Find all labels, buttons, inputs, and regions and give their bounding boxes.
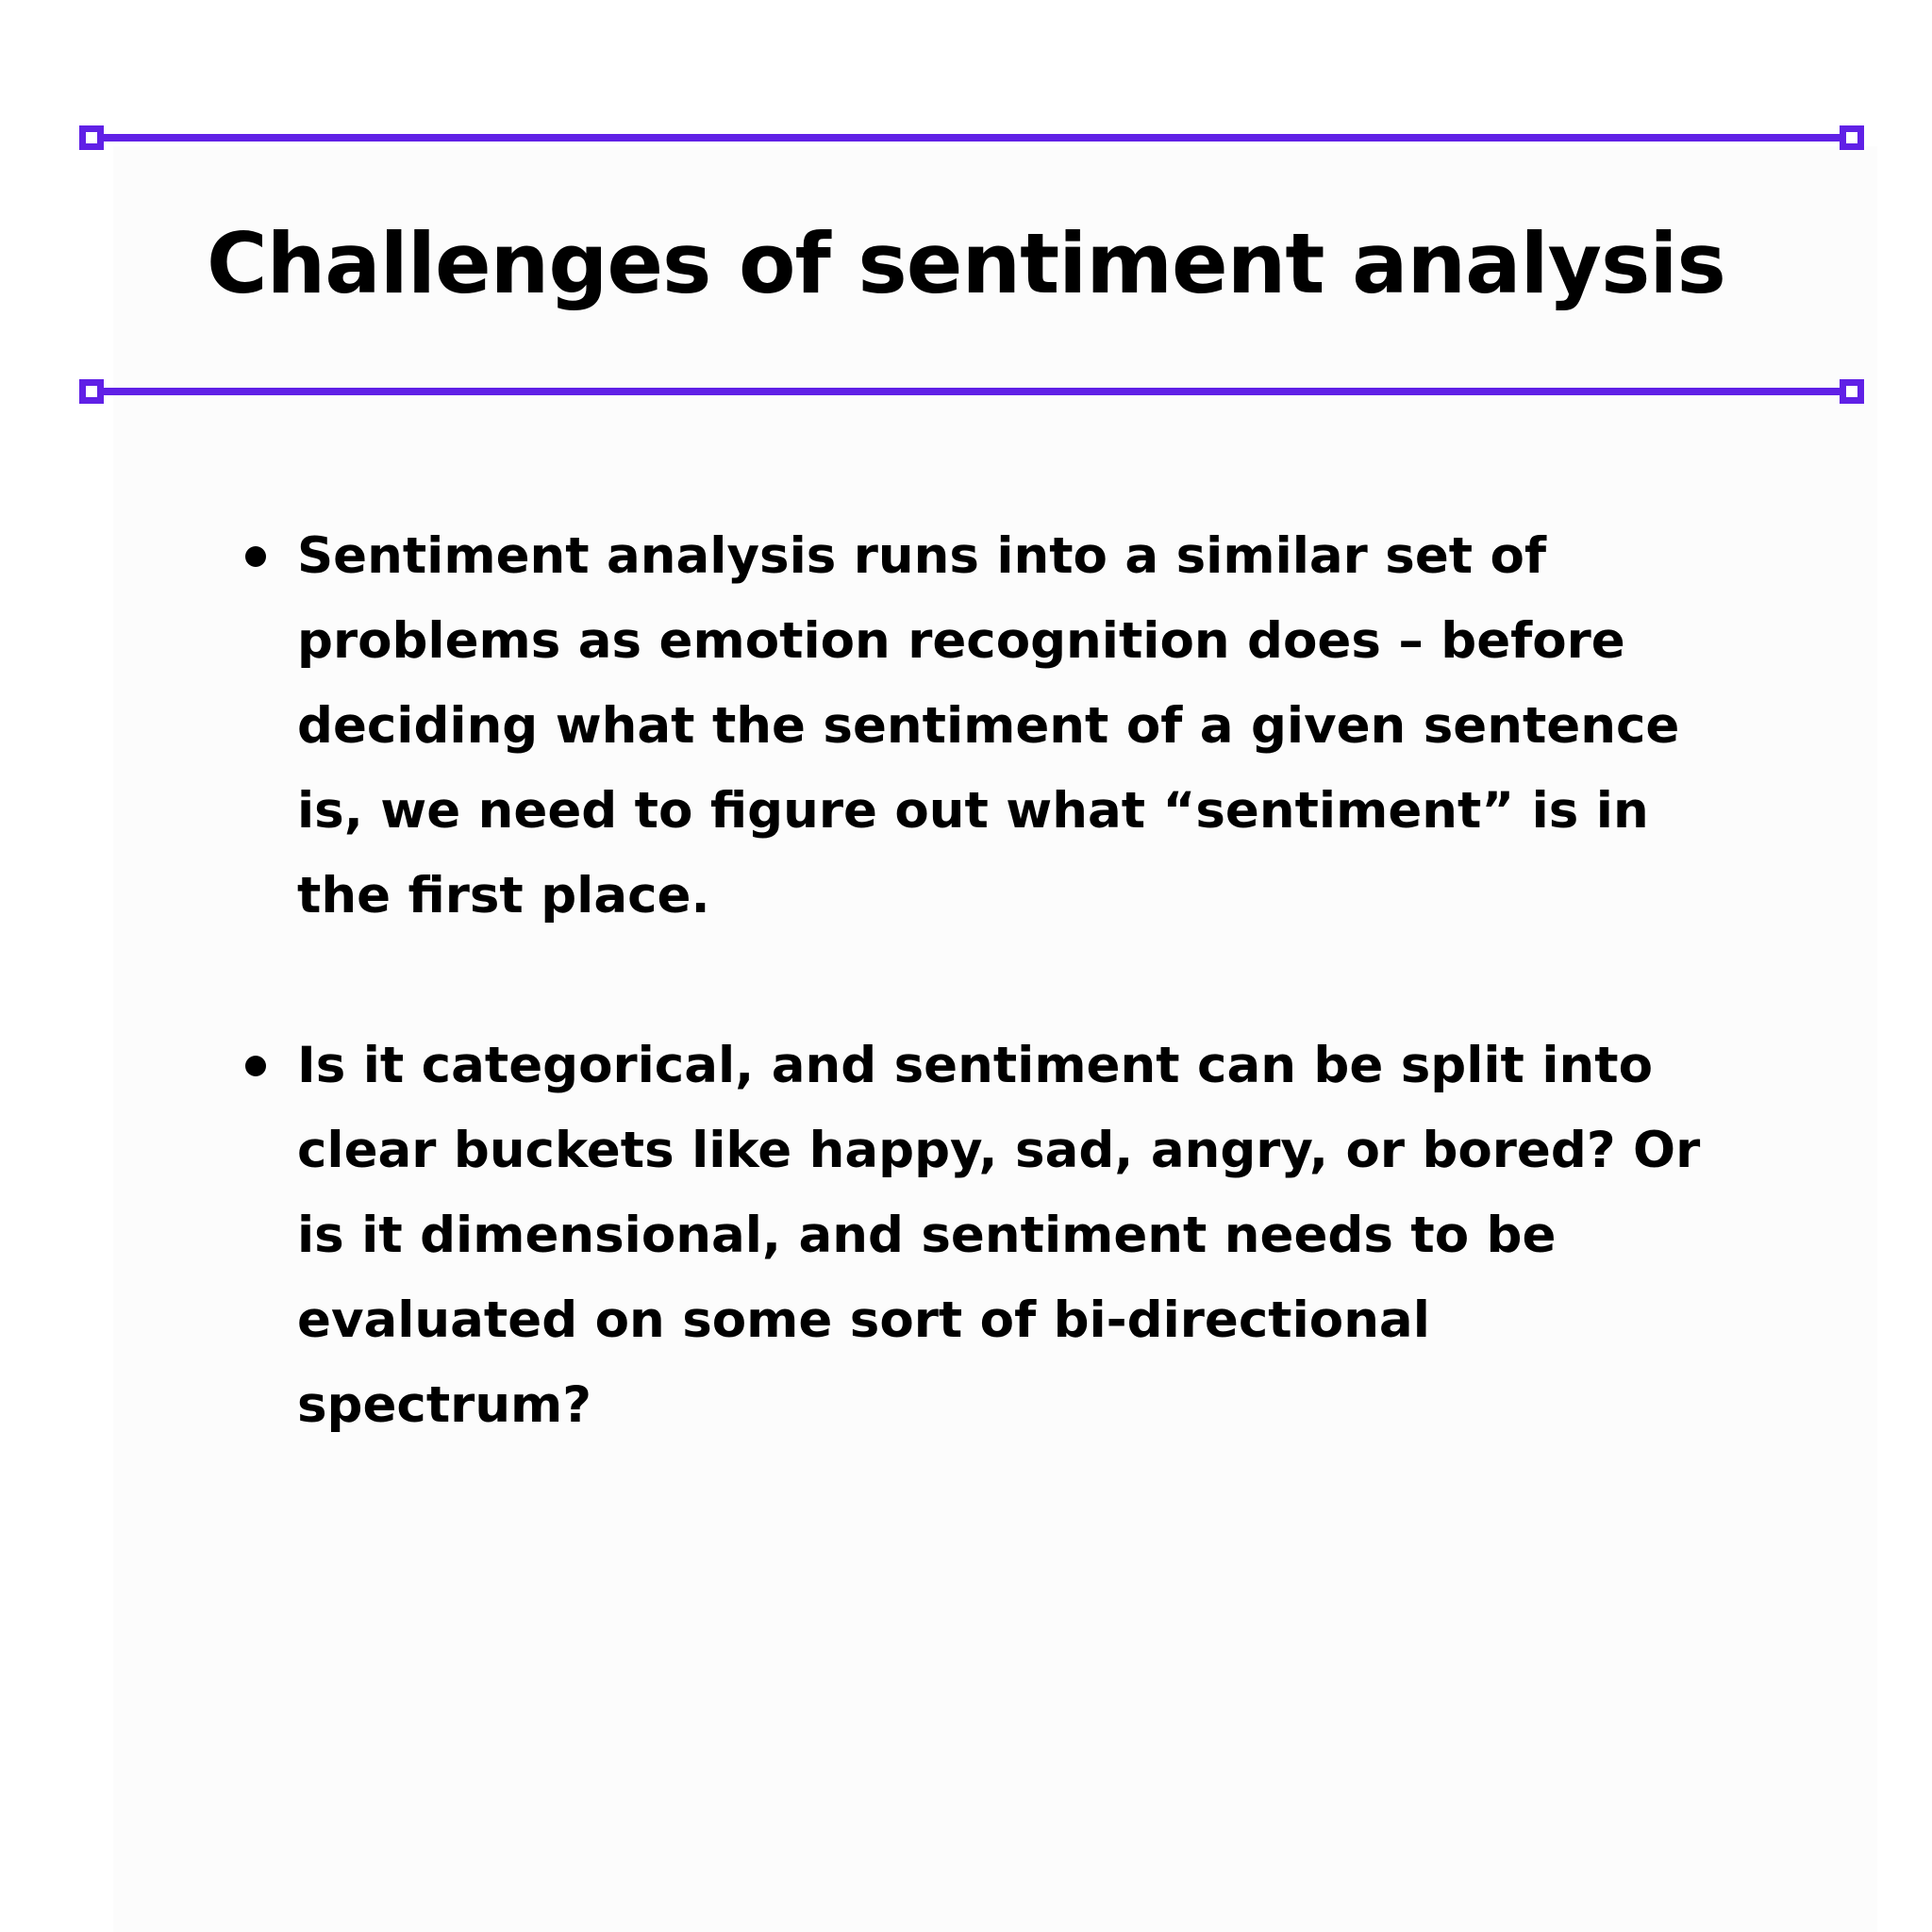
selection-handle-bottom-right[interactable] [1840,379,1864,404]
bullet-dot-icon [245,546,266,567]
selection-handle-top-right[interactable] [1840,125,1864,150]
bullet-item [0,514,1736,939]
selection-handle-top-left[interactable] [79,125,104,150]
bullet-item [0,1024,1736,1448]
title-bottom-rule [93,388,1858,395]
bullet-dot-icon [245,1056,266,1076]
title-top-rule [93,134,1858,142]
bullet-text: Sentiment analysis runs into a similar set of problems as emotion recognition does – before deciding what the sentiment of a given sentence is, we need to figure out what “sentiment” is in the first place. [297,527,1680,924]
bullet-list [0,514,1932,1533]
bullet-text: Is it categorical, and sentiment can be split into clear buckets like happy, sad, angry, or bored? Or is it dimensional, and sentiment needs to be evaluated on some sort of bi-directional spectrum? [297,1037,1701,1434]
selection-handle-bottom-left[interactable] [79,379,104,404]
slide-title: Challenges of sentiment analysis [207,215,1725,312]
